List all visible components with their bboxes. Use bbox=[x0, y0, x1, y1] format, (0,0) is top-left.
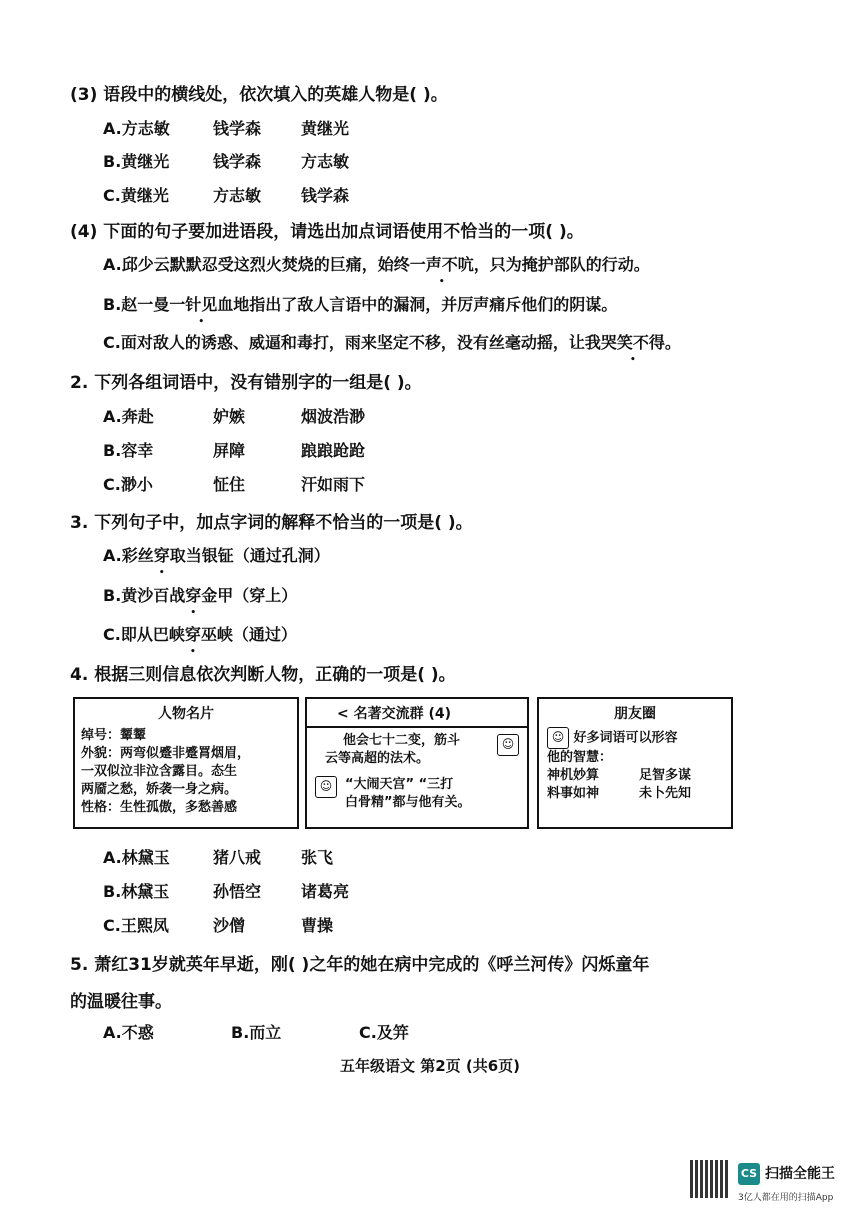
moments-word: 足智多谋 bbox=[639, 768, 692, 783]
q3b-option-b: B.黄沙百战穿金甲（穿上） bbox=[103, 586, 298, 605]
question-4-stem: (4) 下面的句子要加进语段，请选出加点词语使用不恰当的一项( )。 bbox=[70, 222, 584, 242]
q3-option-b: B.黄继光 钱学森 方志敏 bbox=[103, 152, 350, 171]
q4-option-c: C.面对敌人的诱惑、威逼和毒打，雨来坚定不移，没有丝毫动摇，让我哭笑不得。 bbox=[103, 333, 681, 352]
chat-line: 他会七十二变，筋斗 bbox=[343, 733, 461, 748]
moments-line: 好多词语可以形容 bbox=[573, 730, 678, 746]
q4b-option-c: C.王熙凤 沙僧 曹操 bbox=[103, 916, 334, 935]
avatar-icon: ☺ bbox=[547, 727, 569, 749]
group-chat-card bbox=[305, 697, 529, 829]
q2-option-c: C.渺小 怔住 汗如雨下 bbox=[103, 475, 366, 494]
q4b-option-b: B.林黛玉 孙悟空 诸葛亮 bbox=[103, 882, 350, 901]
character-card-title: 人物名片 bbox=[158, 706, 214, 722]
q4b-option-a: A.林黛玉 猪八戒 张飞 bbox=[103, 848, 334, 867]
q2-option-b: B.容幸 屏障 踉踉跄跄 bbox=[103, 441, 366, 460]
qr-code-icon bbox=[690, 1160, 728, 1198]
moments-card bbox=[537, 697, 733, 829]
question-3b-stem: 3. 下列句子中，加点字词的解释不恰当的一项是( )。 bbox=[70, 513, 473, 533]
group-chat-title: < 名著交流群 (4) bbox=[307, 703, 527, 728]
question-3-stem: (3) 语段中的横线处，依次填入的英雄人物是( )。 bbox=[70, 85, 448, 105]
card1-line: 外貌：两弯似蹙非蹙罥烟眉， bbox=[81, 746, 251, 761]
q3b-option-c: C.即从巴峡穿巫峡（通过） bbox=[103, 625, 297, 644]
q5-options: A.不惑 B.而立 C.及笄 bbox=[103, 1023, 409, 1042]
moments-title: 朋友圈 bbox=[614, 706, 656, 722]
q3b-option-a: A.彩丝穿取当银钲（通过孔洞） bbox=[103, 546, 330, 565]
chat-line: 白骨精”都与他有关。 bbox=[345, 795, 471, 810]
question-2-stem: 2. 下列各组词语中，没有错别字的一组是( )。 bbox=[70, 373, 422, 393]
card1-line: 性格：生性孤傲，多愁善感 bbox=[81, 800, 238, 815]
page-footer: 五年级语文 第2页 (共6页) bbox=[339, 1057, 521, 1075]
card1-line: 两靥之愁，娇袭一身之病。 bbox=[81, 782, 238, 797]
moments-line: 他的智慧： bbox=[547, 750, 613, 765]
avatar-icon: ☺ bbox=[497, 734, 519, 756]
question-4b-stem: 4. 根据三则信息依次判断人物，正确的一项是( )。 bbox=[70, 665, 456, 685]
question-5-stem: 5. 萧红31岁就英年早逝，刚( )之年的她在病中完成的《呼兰河传》闪烁童年 bbox=[70, 955, 650, 975]
avatar-icon: ☺ bbox=[315, 776, 337, 798]
chat-line: 云等高超的法术。 bbox=[325, 751, 430, 766]
character-card bbox=[73, 697, 299, 829]
q4-option-b: B.赵一曼一针见血地指出了敌人言语中的漏洞，并厉声痛斥他们的阴谋。 bbox=[103, 295, 618, 314]
moments-word: 料事如神 bbox=[547, 786, 600, 801]
chat-line: “大闹天宫” “三打 bbox=[345, 777, 454, 792]
moments-word: 未卜先知 bbox=[639, 786, 692, 801]
brand-tagline: 3亿人都在用的扫描App bbox=[738, 1193, 834, 1203]
card1-line: 一双似泣非泣含露目。态生 bbox=[81, 764, 238, 779]
camscanner-logo: CS bbox=[738, 1163, 760, 1185]
moments-word: 神机妙算 bbox=[547, 768, 600, 783]
card1-line: 绰号：颦颦 bbox=[81, 728, 147, 743]
q3-option-a: A.方志敏 钱学森 黄继光 bbox=[103, 119, 350, 138]
brand-name: 扫描全能王 bbox=[765, 1166, 835, 1182]
q2-option-a: A.奔赴 妒嫉 烟波浩渺 bbox=[103, 407, 366, 426]
q3-option-c: C.黄继光 方志敏 钱学森 bbox=[103, 186, 350, 205]
q4-option-a: A.邱少云默默忍受这烈火焚烧的巨痛，始终一声不吭，只为掩护部队的行动。 bbox=[103, 255, 650, 274]
question-5-stem-cont: 的温暖往事。 bbox=[70, 992, 172, 1012]
